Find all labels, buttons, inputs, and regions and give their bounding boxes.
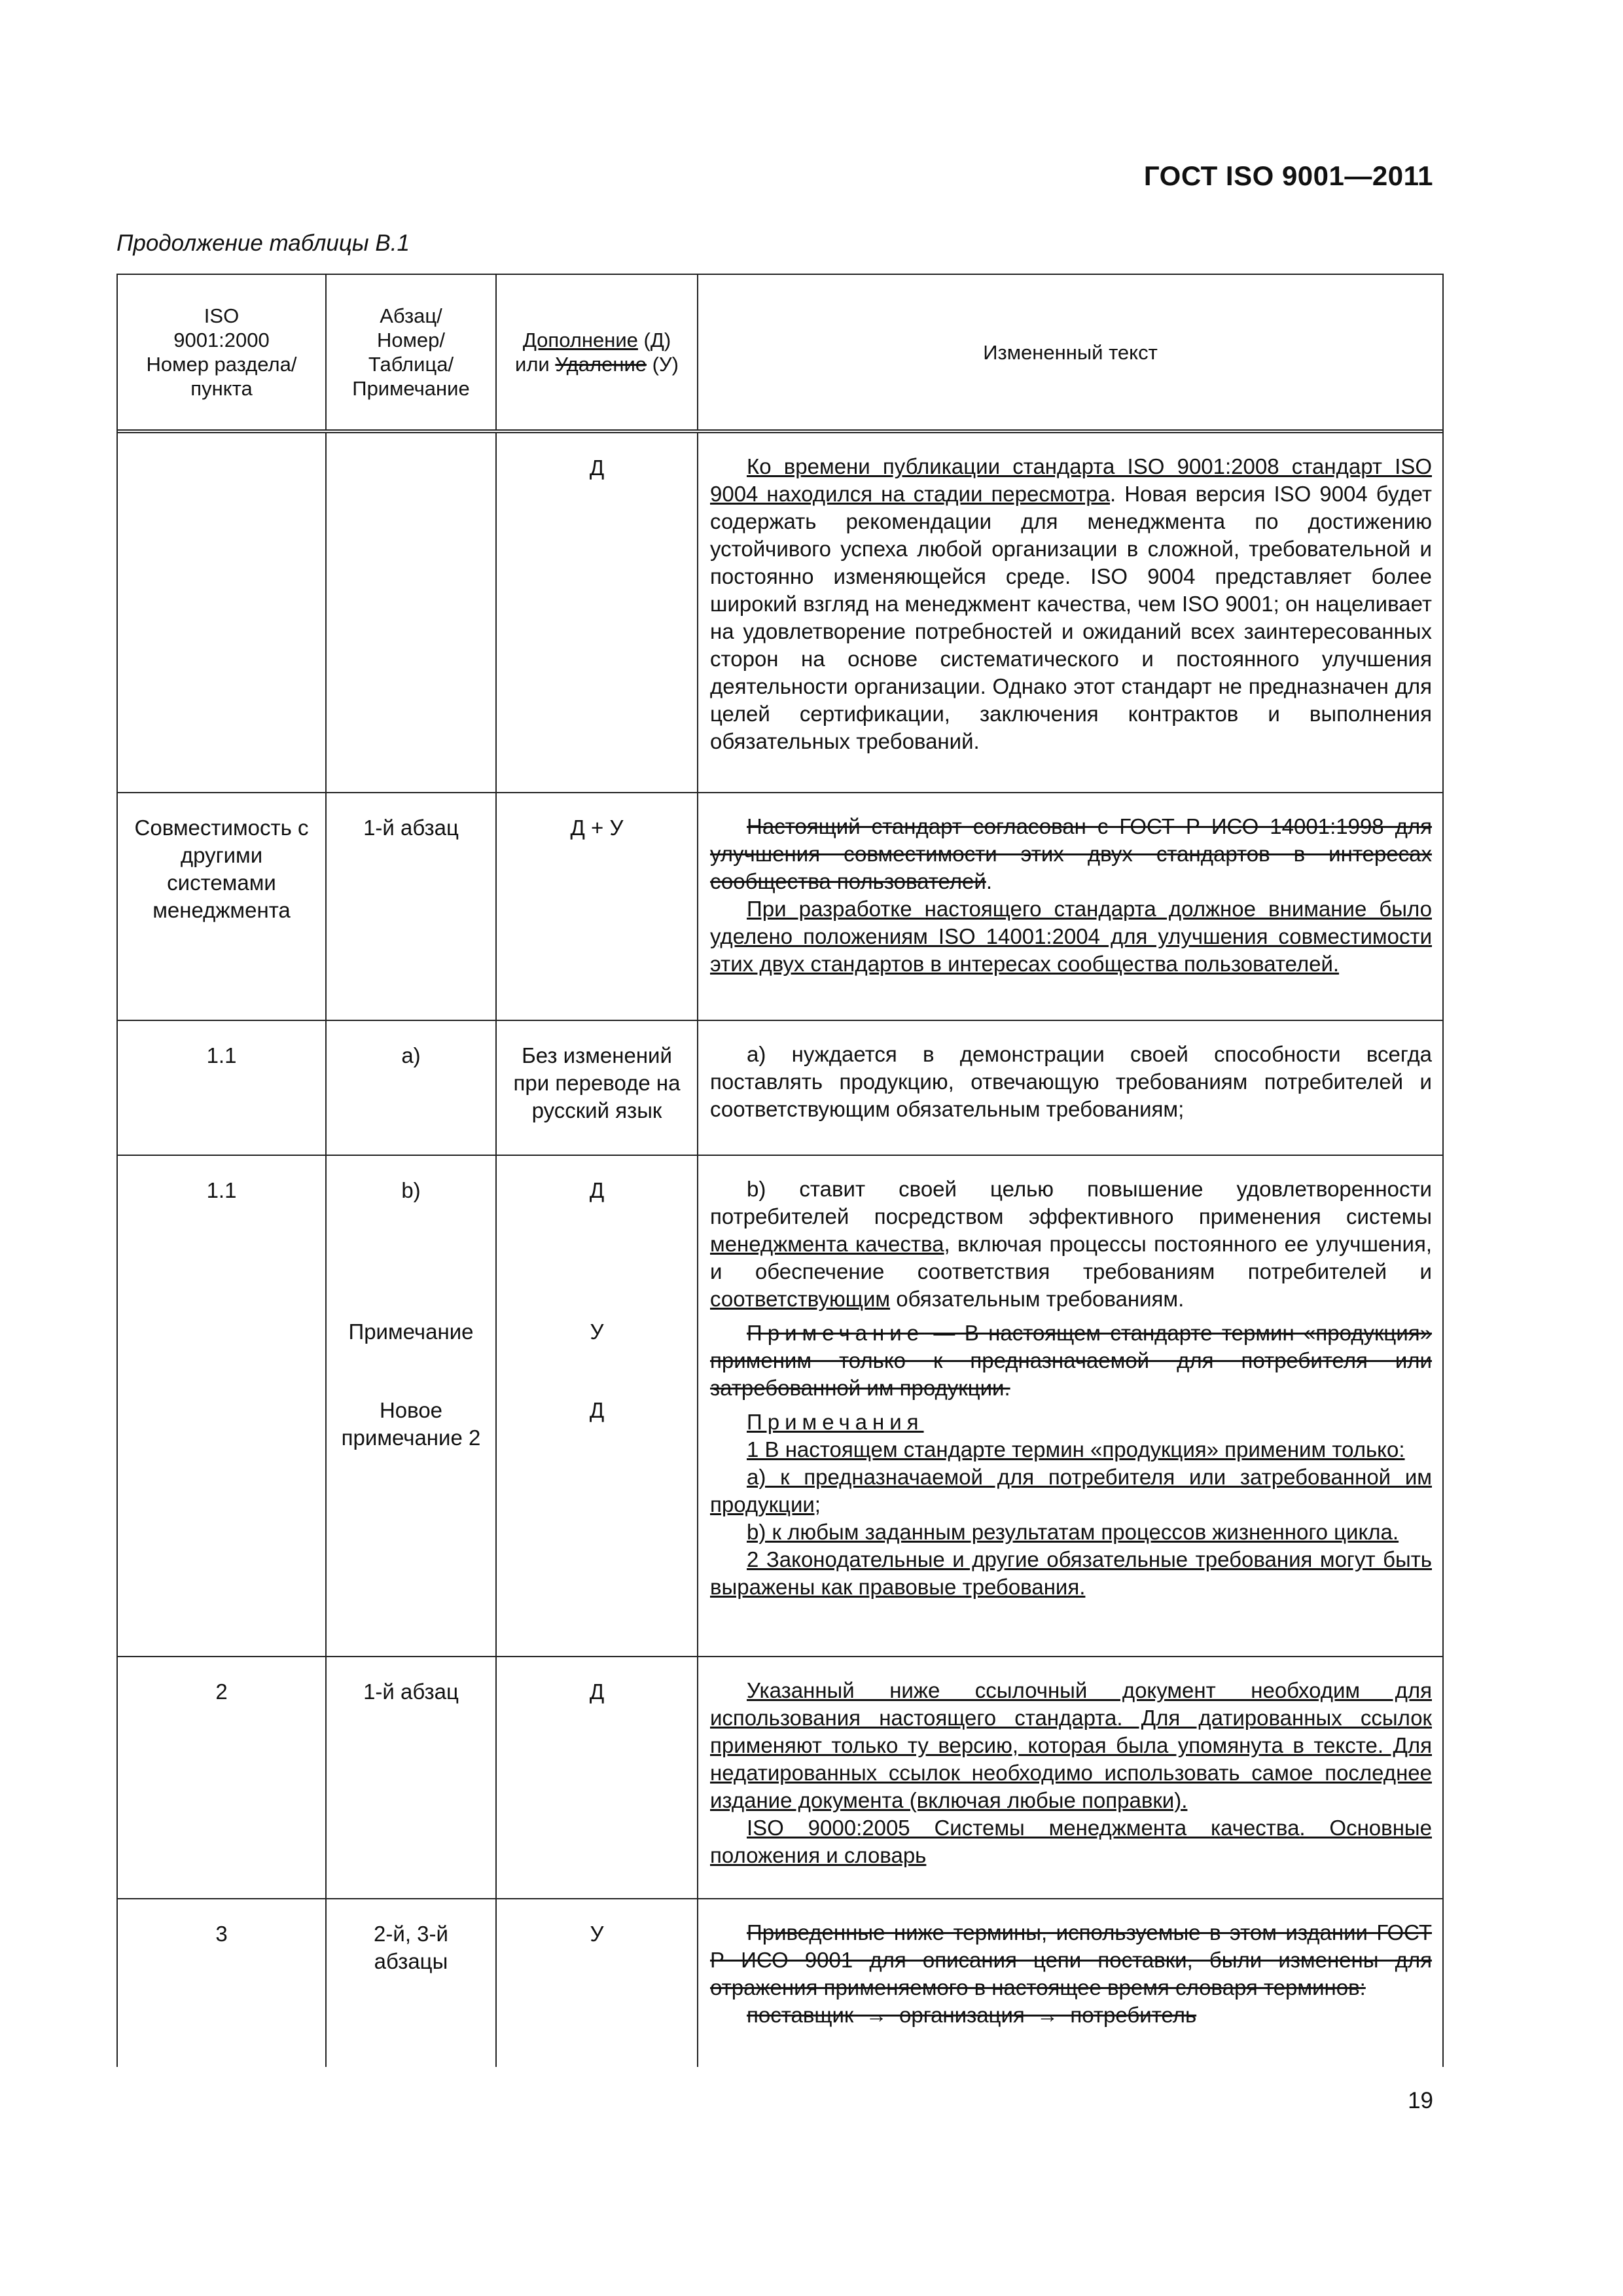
table-caption: Продолжение таблицы В.1 [116, 230, 410, 256]
table-row [118, 431, 1442, 793]
table-header-row [118, 275, 1442, 431]
table-row: 1.1 а) Без изменений при переводе на русский язык а) нуждается в демонстрации своей способности всегда поставлять продукцию, отвечающую требованиям потребителей и соответствующим обязательным требованиям; [118, 1020, 1442, 1155]
header-iso-section: ISO 9001:2000 Номер раздела/ пункта [118, 275, 326, 431]
changed-text: Ко времени публикации стандарта ISO 9001:2008 стандарт ISO 9004 находился на стадии пересмотра. Новая версия ISO 9004 будет содержать рекомендации для менеджмента по достижению устойчивого успеха любой организации в сложной, требовательной и постоянно изменяющейся среде. ISO 9004 представляет более широкий взгляд на менеджмент качества, чем ISO 9001; он нацеливает на удовлетворение потребностей и ожиданий всех заинтересованных сторон на основе систематического и постоянного улучшения деятельности организации. Однако этот стандарт не предназначен для целей сертификации, заключения контрактов и выполнения обязательных требований. [698, 431, 1442, 793]
table-row: 2 1-й абзац Д Указанный ниже ссылочный документ необходим для использования настоящего стандарта. Для датированных ссылок применяют только ту версию, которая была упомянута в тексте. Для недатированных ссылок необходимо использовать самое последнее издание документа (включая любые поправки). ISO 9000:2005 Системы менеджмента качества. Основные положения и словарь [118, 1657, 1442, 1899]
table-row: Совместимость с другими системами менеджмента 1-й абзац Д + У Настоящий стандарт согласован с ГОСТ Р ИСО 14001:1998 для улучшения совместимости этих двух стандартов в интересах сообщества пользователей. При разработке настоящего стандарта должное внимание было уделено положениям ISO 14001:2004 для улучшения совместимости этих двух стандартов в интересах сообщества пользователей. [118, 793, 1442, 1020]
changed-text: b) ставит своей целью повышение удовлетворенности потребителей посредством эффективного применения системы менеджмента качества, включая процессы постоянного ее улучшения, и обеспечение соответствия требованиям потребителей и соответствующим обязательным требованиям. Примечание — В настоящем стандарте термин «продукция» применим только к предназначаемой для потребителя или затребованной им продукции. Примечания 1 В настоящем стандарте термин «продукция» применим только: а) к предназначаемой для потребителя или затребованной им продукции; b) к любым заданным результатам процессов жизненного цикла. 2 Законодательные и другие обязательные требования могут быть выражены как правовые требования. [698, 1155, 1442, 1657]
change-type: Д + У [496, 793, 698, 1020]
section-cell: Совместимость с другими системами менеджмента [118, 793, 326, 1020]
changed-text: а) нуждается в демонстрации своей способности всегда поставлять продукцию, отвечающую требованиям потребителей и соответствующим обязательным требованиям; [698, 1020, 1442, 1155]
changed-text: Настоящий стандарт согласован с ГОСТ Р ИСО 14001:1998 для улучшения совместимости этих двух стандартов в интересах сообщества пользователей. При разработке настоящего стандарта должное внимание было уделено положениям ISO 14001:2004 для улучшения совместимости этих двух стандартов в интересах сообщества пользователей. [698, 793, 1442, 1020]
page-number: 19 [1408, 2088, 1433, 2113]
header-changed-text: Измененный текст [698, 275, 1442, 431]
changed-text: Указанный ниже ссылочный документ необходим для использования настоящего стандарта. Для датированных ссылок применяют только ту версию, которая была упомянута в тексте. Для недатированных ссылок необходимо использовать самое последнее издание документа (включая любые поправки). ISO 9000:2005 Системы менеджмента качества. Основные положения и словарь [698, 1657, 1442, 1899]
changed-text: Приведенные ниже термины, используемые в этом издании ГОСТ Р ИСО 9001 для описания цепи поставки, были изменены для отражения применяемого в настоящее время словаря терминов: поставщик → организация → потребитель [698, 1899, 1442, 2067]
changes-table [116, 274, 1444, 2067]
header-paragraph: Абзац/ Номер/ Таблица/ Примечание [326, 275, 496, 431]
change-type: У [496, 1899, 698, 2067]
change-type: Без изменений при переводе на русский язык [496, 1020, 698, 1155]
table-row: 3 2-й, 3-й абзацы У Приведенные ниже термины, используемые в этом издании ГОСТ Р ИСО 9001 для описания цепи поставки, были изменены для отражения применяемого в настоящее время словаря терминов: поставщик → организация → потребитель [118, 1899, 1442, 2067]
change-type: Д У Д [496, 1155, 698, 1657]
header-change-type: Дополнение (Д) или Удаление (У) [496, 275, 698, 431]
change-type: Д [496, 431, 698, 793]
table-row: 1.1 b) Примечание Новое примечание 2 Д У Д b) ставит своей целью повышение удовлетворенности потребителей посредством эффективного применения системы менеджмента качества, включая процессы постоянного ее улучшения, и обеспечение соответствия требованиям потребителей и соответствующим обязательным требованиям. Примечание — В настоящем стандарте термин «продукция» применим только к предназначаемой для потребителя или затребованной им продукции. Примечания 1 В настоящем стандарте термин «продукция» применим только: а) к предназначаемой для потребителя или затребованной им продукции; b) к любым заданным результатам процессов жизненного цикла. 2 Законодательные и другие обязательные требования могут быть выражены как правовые требования. [118, 1155, 1442, 1657]
change-type: Д [496, 1657, 698, 1899]
document-code: ГОСТ ISO 9001—2011 [1143, 160, 1433, 191]
